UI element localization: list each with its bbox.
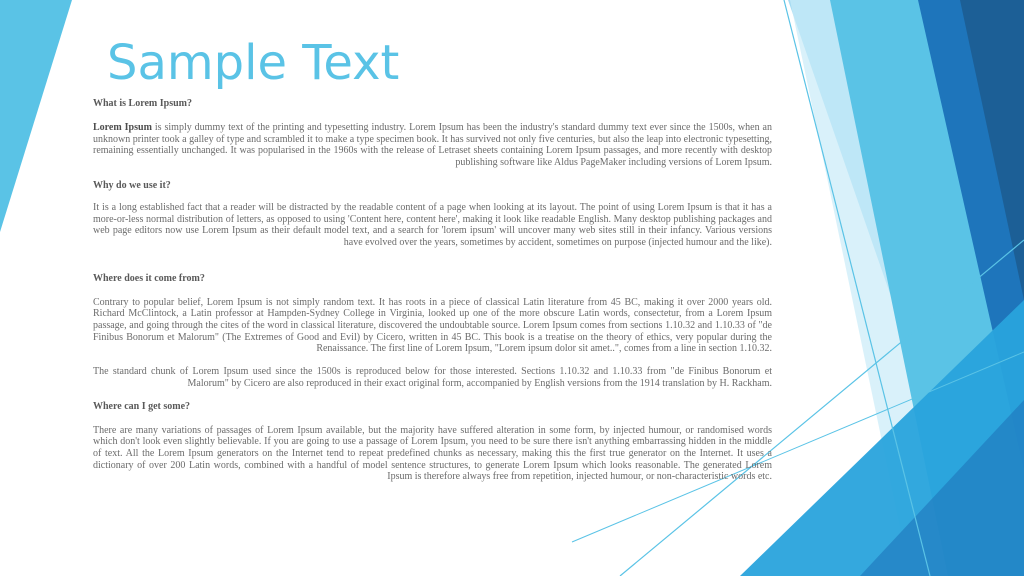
body-text (93, 98, 772, 483)
paragraph-standard-chunk: The standard chunk of Lorem Ipsum used since the 1500s is reproduced below for those interested. Sections 1.10.32 and 1.10.33 from "de Finibus Bonorum et Malorum" by Cicero are also reproduced in their exact original form, accompanied by English versions from the 1914 translation by H. Rackham. (93, 366, 772, 389)
paragraph-what (93, 122, 772, 169)
slide-title: Sample Text (107, 35, 400, 91)
section-heading-what: What is Lorem Ipsum? (93, 98, 192, 109)
section-heading-why: Why do we use it? (93, 179, 171, 191)
paragraph-text: is simply dummy text of the printing and typesetting industry. Lorem Ipsum has been the industry's standard dummy text ever since the 1500s, when an unknown printer took a galley of type and scrambled it to make a type specimen book. It has survived not only five centuries, but also the leap into electronic typesetting, remaining essentially unchanged. It was popularised in the 1960s with the release of Letraset sheets containing Lorem Ipsum passages, and more recently with desktop publishing software like Aldus PageMaker including versions of Lorem Ipsum. (93, 122, 772, 169)
paragraph-where-get: There are many variations of passages of Lorem Ipsum available, but the majority have suffered alteration in some form, by injected humour, or randomised words which don't look even slightly believable. If you are going to use a passage of Lorem Ipsum, you need to be sure there isn't anything embarrassing hidden in the middle of text. All the Lorem Ipsum generators on the Internet tend to repeat predefined chunks as necessary, making this the first true generator on the Internet. It uses a dictionary of over 200 Latin words, combined with a handful of model sentence structures, to generate Lorem Ipsum which looks reasonable. The generated Lorem Ipsum is therefore always free from repetition, injected humour, or non-characteristic words etc. (93, 424, 772, 483)
section-heading-where-get: Where can I get some? (93, 400, 191, 412)
left-accent-triangle (0, 0, 72, 232)
paragraph-lead: Lorem Ipsum (93, 122, 152, 133)
paragraph-where-from: Contrary to popular belief, Lorem Ipsum is not simply random text. It has roots in a piece of classical Latin literature from 45 BC, making it over 2000 years old. Richard McClintock, a Latin professor at Hampden-Sydney College in Virginia, looked up one of the more obscure Latin words, consectetur, from a Lorem Ipsum passage, and going through the cites of the word in classical literature, discovered the undoubtable source. Lorem Ipsum comes from sections 1.10.32 and 1.10.33 of "de Finibus Bonorum et Malorum" (The Extremes of Good and Evil) by Cicero, written in 45 BC. This book is a treatise on the theory of ethics, very popular during the Renaissance. The first line of Lorem Ipsum, "Lorem ipsum dolor sit amet..", comes from a line in section 1.10.32. (93, 296, 772, 355)
section-heading-where-from: Where does it come from? (93, 272, 205, 284)
paragraph-why: It is a long established fact that a reader will be distracted by the readable content of a page when looking at its layout. The point of using Lorem Ipsum is that it has a more-or-less normal distribution of letters, as opposed to using 'Content here, content here', making it look like readable English. Many desktop publishing packages and web page editors now use Lorem Ipsum as their default model text, and a search for 'lorem ipsum' will uncover many web sites still in their infancy. Various versions have evolved over the years, sometimes by accident, sometimes on purpose (injected humour and the like). (93, 201, 772, 248)
